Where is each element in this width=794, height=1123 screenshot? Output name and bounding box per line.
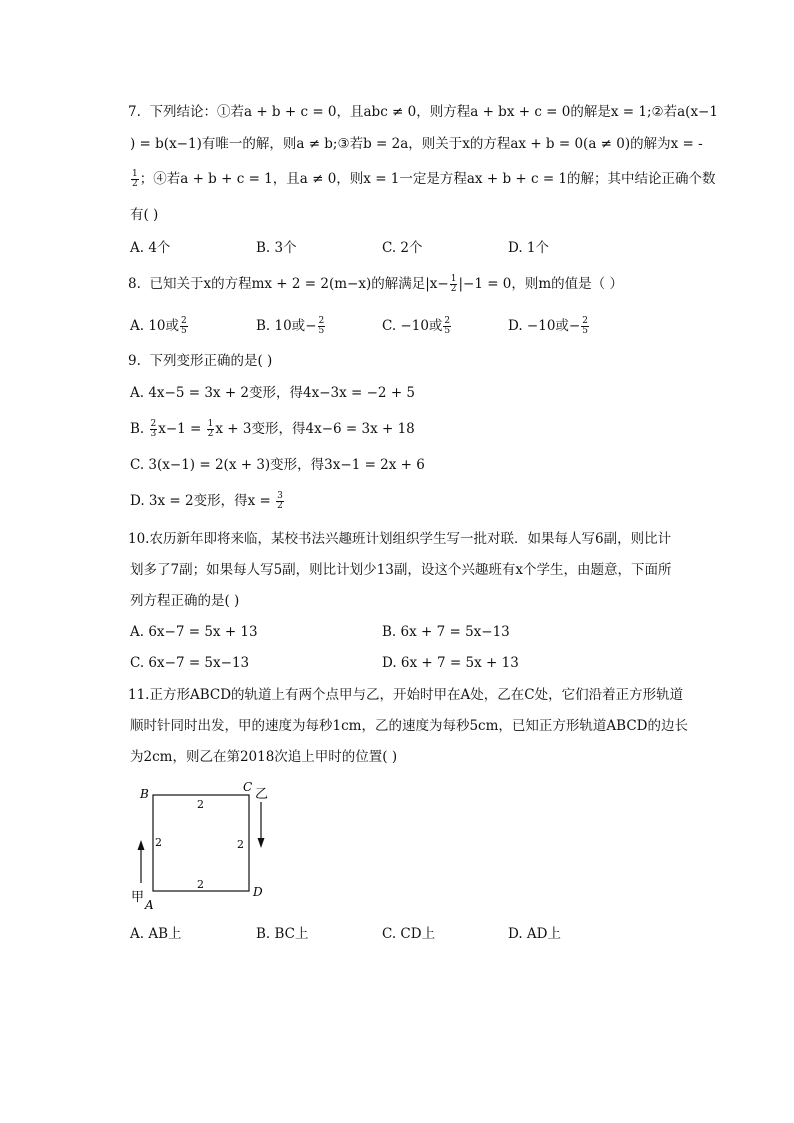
q10-line-3 xyxy=(130,591,239,611)
q11-text-2: 顺时针同时出发，甲的速度为每秒1cm，乙的速度为每秒5cm，已知正方形轨道ABCD的边长 xyxy=(130,718,688,734)
q8-text-after: |−1 = 0，则m的值是（ ） xyxy=(458,276,623,292)
q10-number: 10. xyxy=(128,531,150,547)
q11-option-d[interactable]: D. AD上 xyxy=(508,926,561,942)
side-label-bottom: 2 xyxy=(197,878,204,891)
vertex-a: A xyxy=(145,898,154,912)
side-label-right: 2 xyxy=(237,838,244,851)
q8-option-a[interactable]: A. 10或 $\frac{2}{5}$ xyxy=(130,316,187,336)
q7-option-a[interactable]: A. 4个 xyxy=(130,240,171,256)
q7-option-b[interactable]: B. 3个 xyxy=(256,240,297,256)
jia-label: 甲 xyxy=(131,890,145,905)
q7-number: 7. xyxy=(128,104,141,120)
q9-option-a[interactable]: A. 4x−5 = 3x + 2变形，得4x−3x = −2 + 5 xyxy=(130,385,416,401)
q9-option-c[interactable]: C. 3(x−1) = 2(x + 3)变形，得3x−1 = 2x + 6 xyxy=(130,457,425,473)
square-track-figure xyxy=(126,778,286,918)
q11-text-1: 正方形ABCD的轨道上有两个点甲与乙，开始时甲在A处，乙在C处，它们沿着正方形轨道 xyxy=(149,687,684,703)
vertex-d: D xyxy=(253,885,263,899)
q8-line xyxy=(128,274,623,294)
q9-option-d[interactable]: D. 3x = 2变形，得x = $\frac{3}{2}$ xyxy=(130,491,283,511)
q10-option-b[interactable]: B. 6x + 7 = 5x−13 xyxy=(382,624,510,640)
q10-option-d[interactable]: D. 6x + 7 = 5x + 13 xyxy=(382,655,519,671)
q7-text-3: ；④若a + b + c = 1，且a ≠ 0，则x = 1一定是方程ax + b + c = 1的解；其中结论正确个数 xyxy=(139,171,716,187)
q11-number: 11. xyxy=(128,687,150,703)
q11-line-3 xyxy=(130,747,397,767)
q7-line-4 xyxy=(130,205,158,225)
q7-line-2 xyxy=(130,134,703,154)
q11-line-2 xyxy=(130,716,688,736)
q11-line-1 xyxy=(128,685,683,705)
yi-arrowhead-icon xyxy=(258,838,265,848)
q11-option-b[interactable]: B. BC上 xyxy=(256,926,309,942)
q10-line-1 xyxy=(128,529,671,549)
q7-line-1 xyxy=(128,102,718,122)
jia-arrowhead-icon xyxy=(138,840,145,850)
yi-label: 乙 xyxy=(255,787,269,802)
q7-text-2: ) = b(x−1)有唯一的解，则a ≠ b;③若b = 2a，则关于x的方程ax + b = 0(a ≠ 0)的解为x = - xyxy=(130,136,703,152)
q10-text-3: 列方程正确的是( ) xyxy=(130,593,240,609)
q7-text-4: 有( ) xyxy=(130,207,159,223)
q10-text-1: 农历新年即将来临，某校书法兴趣班计划组织学生写一批对联．如果每人写6副，则比计 xyxy=(149,531,672,547)
q9-number: 9. xyxy=(128,353,141,369)
q8-fraction: $\frac{1}{2}$ xyxy=(450,274,457,294)
q7-option-c[interactable]: C. 2个 xyxy=(382,240,423,256)
side-label-top: 2 xyxy=(197,798,204,811)
vertex-c: C xyxy=(243,780,253,794)
side-label-left: 2 xyxy=(155,836,162,849)
q10-option-c[interactable]: C. 6x−7 = 5x−13 xyxy=(130,655,250,671)
q8-option-d[interactable]: D. −10或− $\frac{2}{5}$ xyxy=(508,316,588,336)
q9-line xyxy=(128,351,272,371)
q7-option-d[interactable]: D. 1个 xyxy=(508,240,550,256)
q11-option-a[interactable]: A. AB上 xyxy=(130,926,182,942)
q9-option-b[interactable]: B. $\frac{2}{3}$ x−1 = $\frac{1}{2}$ x + 3变形，得4x−6 = 3x + 18 xyxy=(130,419,415,439)
q9-text: 下列变形正确的是( ) xyxy=(149,353,273,369)
q11-text-3: 为2cm，则乙在第2018次追上甲时的位置( ) xyxy=(130,749,398,765)
q8-option-b[interactable]: B. 10或− $\frac{2}{5}$ xyxy=(256,316,325,336)
q11-option-c[interactable]: C. CD上 xyxy=(382,926,436,942)
q7-fraction: $\frac{1}{2}$ xyxy=(132,169,138,189)
q10-text-2: 划多了7副；如果每人写5副，则比计划少13副，设这个兴趣班有x个学生，由题意，下面所 xyxy=(130,562,672,578)
q10-option-a[interactable]: A. 6x−7 = 5x + 13 xyxy=(130,624,258,640)
vertex-b: B xyxy=(140,787,149,801)
q7-line-3 xyxy=(130,169,716,189)
q7-text-1: 下列结论：①若a + b + c = 0，且abc ≠ 0，则方程a + bx + c = 0的解是x = 1;②若a(x−1 xyxy=(149,104,718,120)
q8-number: 8. xyxy=(128,276,141,292)
q10-line-2 xyxy=(130,560,671,580)
q8-option-c[interactable]: C. −10或 $\frac{2}{5}$ xyxy=(382,316,451,336)
q8-text-before: 已知关于x的方程mx + 2 = 2(m−x)的解满足|x− xyxy=(149,276,449,292)
